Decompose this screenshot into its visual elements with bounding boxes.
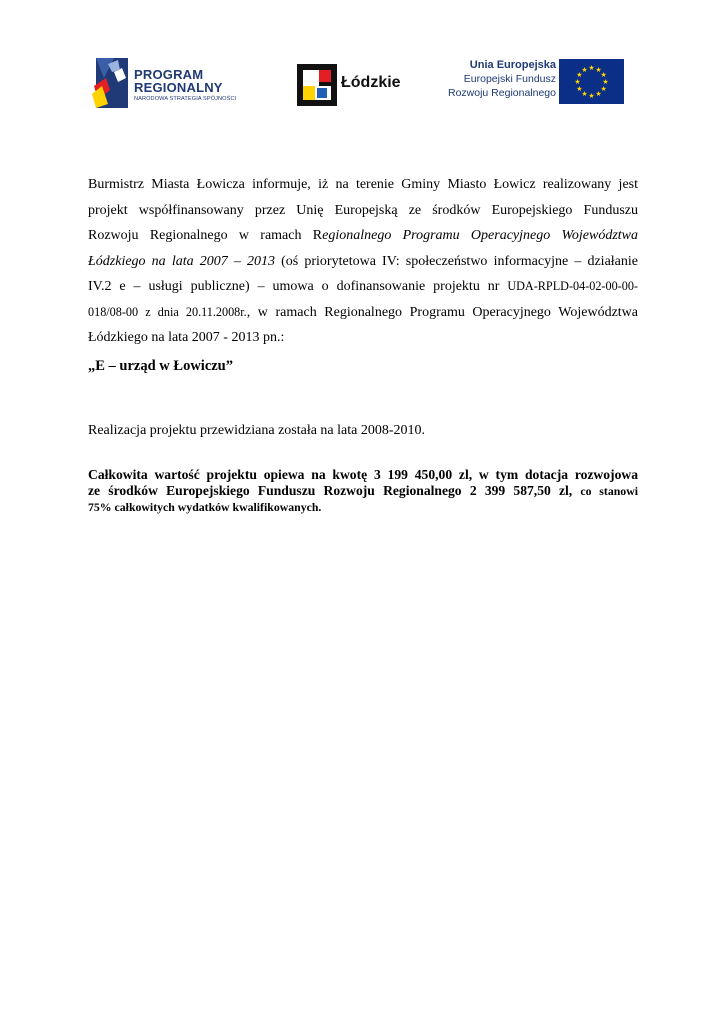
eu-star-icon: ★	[581, 65, 588, 74]
eu-logo-line1: Unia Europejska	[469, 59, 556, 71]
eu-star-icon: ★	[581, 90, 588, 99]
lodzkie-emblem-icon	[297, 64, 337, 106]
program-logo-title: PROGRAM REGIONALNY	[134, 67, 223, 95]
lodzkie-logo	[297, 64, 407, 106]
eu-star-icon: ★	[588, 92, 595, 100]
eu-star-icon: ★	[600, 85, 607, 93]
intro-paragraph	[88, 172, 638, 351]
eu-star-icon: ★	[576, 71, 583, 79]
eu-star-icon: ★	[595, 65, 602, 74]
total-line-2: ze środków Europejskiego Funduszu Rozwoju Regionalnego 2 399 587,50 zl, co stanowi	[88, 483, 638, 498]
eu-star-icon: ★	[600, 71, 607, 79]
program-logo-subtitle: NARODOWA STRATEGIA SPÓJNOŚCI	[134, 96, 237, 102]
program-regionalny-logo	[92, 56, 252, 110]
eu-logo-text	[438, 58, 556, 100]
eu-star-icon: ★	[574, 78, 581, 86]
lodzkie-logo-text: Łódzkie	[341, 74, 401, 91]
eu-star-icon: ★	[588, 64, 595, 72]
intro-line-7: Łódzkiego na lata 2007 - 2013 pn.:	[88, 330, 285, 345]
intro-line-1: Burmistrz Miasta Łowicza informuje, iż na terenie Gminy Miasto Łowicz realizowany jest	[88, 177, 638, 192]
program-regionalny-emblem-icon	[92, 56, 132, 110]
intro-line-2: projekt współfinansowany przez Unię Europejską ze środków Europejskiego Funduszu	[88, 202, 638, 218]
eu-logo-line3: Rozwoju Regionalnego	[448, 87, 556, 99]
eu-flag-icon	[559, 59, 624, 104]
eu-star-icon: ★	[595, 90, 602, 99]
total-line-1: Całkowita wartość projektu opiewa na kwotę 3 199 450,00 zl, w tym dotacja rozwojowa	[88, 467, 638, 482]
intro-line-4: Łódzkiego na lata 2007 – 2013 (oś priorytetowa IV: społeczeństwo informacyjne – działanie	[88, 253, 638, 269]
total-value-paragraph	[88, 467, 638, 515]
realization-text: Realizacja projektu przewidziana została na lata 2008-2010.	[88, 423, 426, 438]
project-title: „E – urząd w Łowiczu”	[88, 358, 233, 374]
total-line-3: 75% całkowitych wydatków kwalifikowanych.	[88, 500, 322, 514]
eu-flag	[559, 59, 624, 104]
eu-logo-line2: Europejski Fundusz	[463, 73, 556, 85]
eu-star-icon: ★	[576, 85, 583, 93]
intro-line-3: Rozwoju Regionalnego w ramach Regionalnego Programu Operacyjnego Województwa	[88, 228, 639, 243]
intro-line-6: 018/08-00 z dnia 20.11.2008r., w ramach Regionalnego Programu Operacyjnego Województwa	[88, 304, 638, 320]
intro-line-5: IV.2 e – usługi publiczne) – umowa o dofinansowanie projektu nr UDA-RPLD-04-02-00-00-	[88, 279, 638, 294]
eu-star-icon: ★	[602, 78, 609, 86]
